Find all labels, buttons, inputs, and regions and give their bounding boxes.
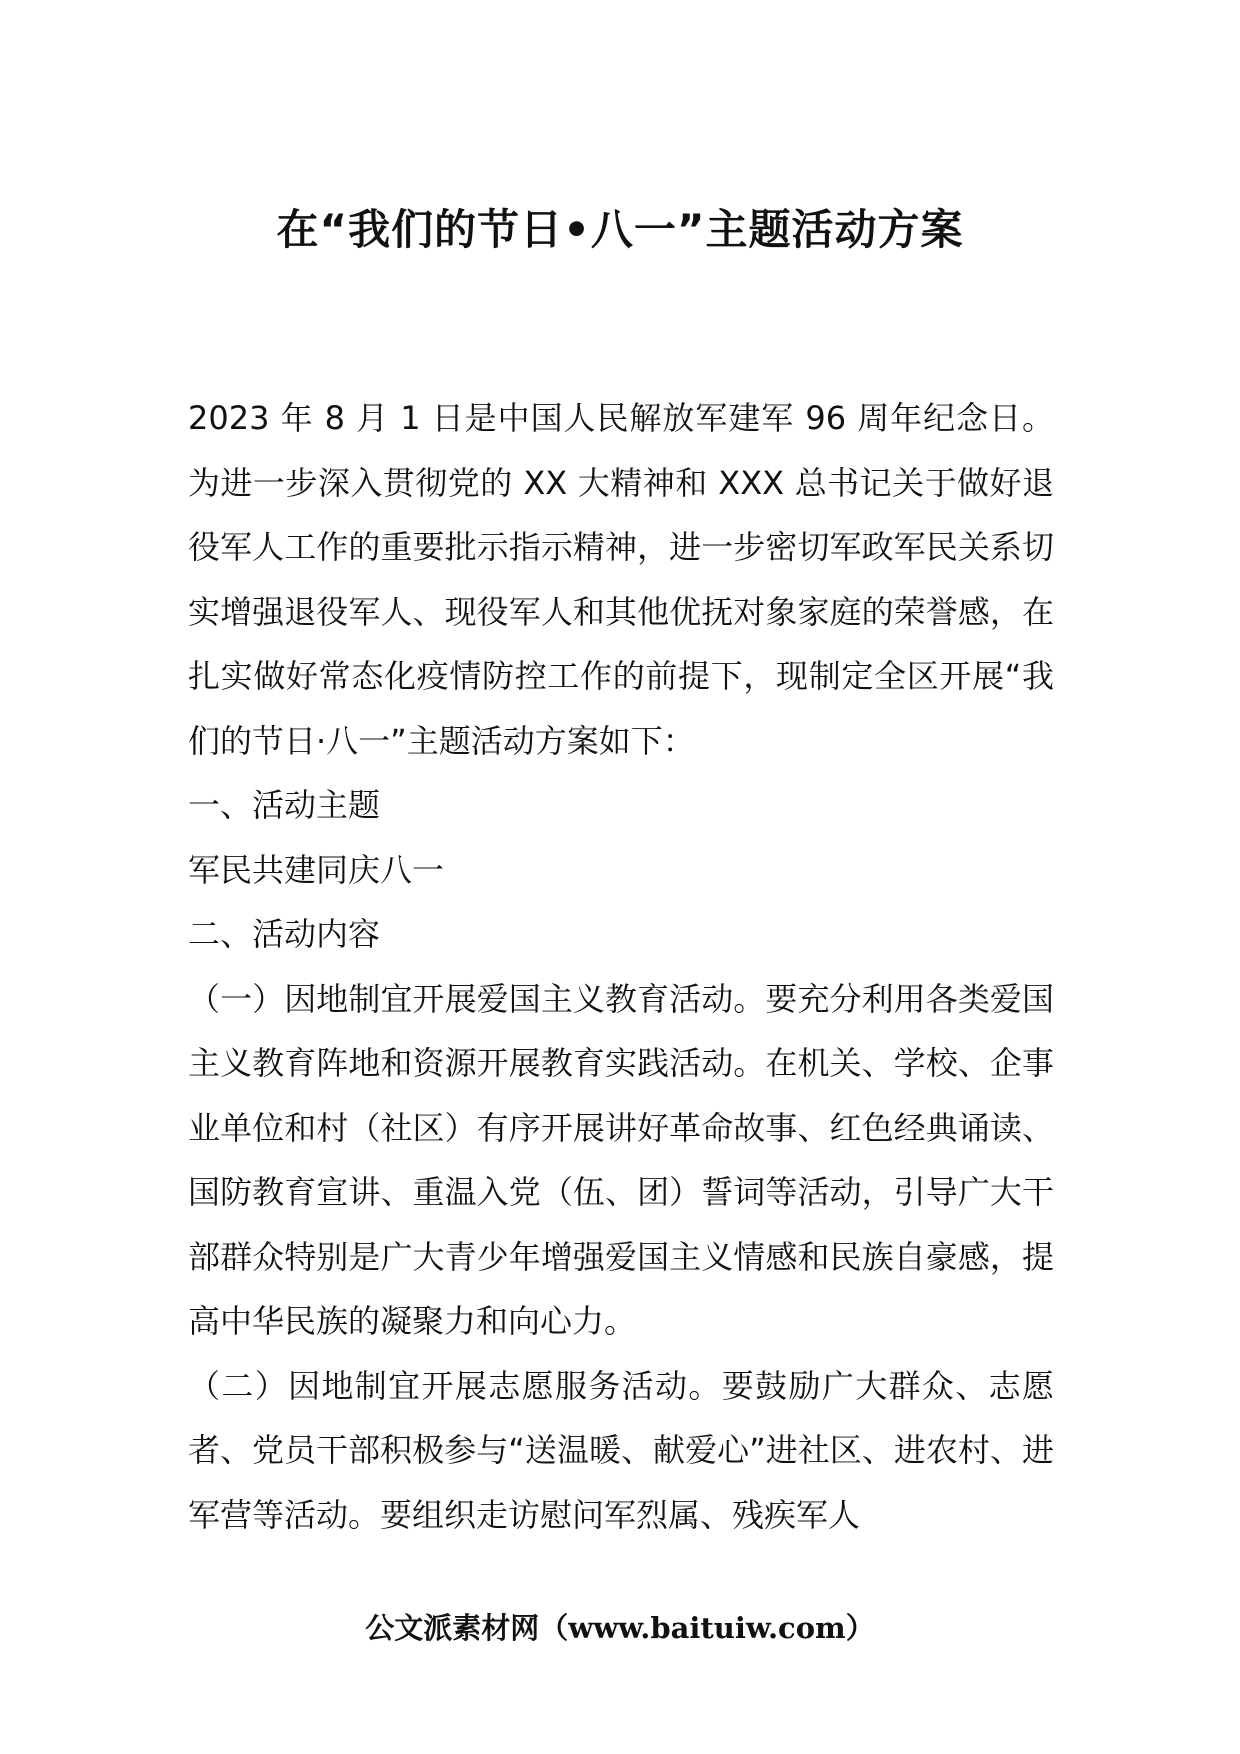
watermark-footer: 公文派素材网（www.baituiw.com） [365,1611,875,1645]
theme-text: 军民共建同庆八一 [188,850,445,889]
intro-paragraph: 2023 年 8 月 1 日是中国人民解放军建军 96 周年纪念日。为进一步深入贯彻党的 XX 大精神和 XXX 总书记关于做好退役军人工作的重要批示指示精神，进一步密切军政军民关系切实增强退役军人、现役军人和其他优抚对象家庭的荣誉感，在扎实做好常态化疫情防控工作的前提下，现制定全区开展“我们的节日·八一”主题活动方案如下： [188,399,1054,760]
content-item-1: （一）因地制宜开展爱国主义教育活动。要充分利用各类爱国主义教育阵地和资源开展教育实践活动。在机关、学校、企事业单位和村（社区）有序开展讲好革命故事、红色经典诵读、国防教育宣讲、重温入党（伍、团）誓词等活动，引导广大干部群众特别是广大青少年增强爱国主义情感和民族自豪感，提高中华民族的凝聚力和向心力。 [188,979,1054,1340]
content-item-2: （二）因地制宜开展志愿服务活动。要鼓励广大群众、志愿者、党员干部积极参与“送温暖、献爱心”进社区、进农村、进军营等活动。要组织走访慰问军烈属、残疾军人 [188,1366,1054,1534]
section-heading-theme: 一、活动主题 [188,786,381,824]
document-title: 在“我们的节日•八一”主题活动方案 [276,205,964,254]
section-heading-content: 二、活动内容 [188,915,381,953]
document-body [188,386,1054,1547]
